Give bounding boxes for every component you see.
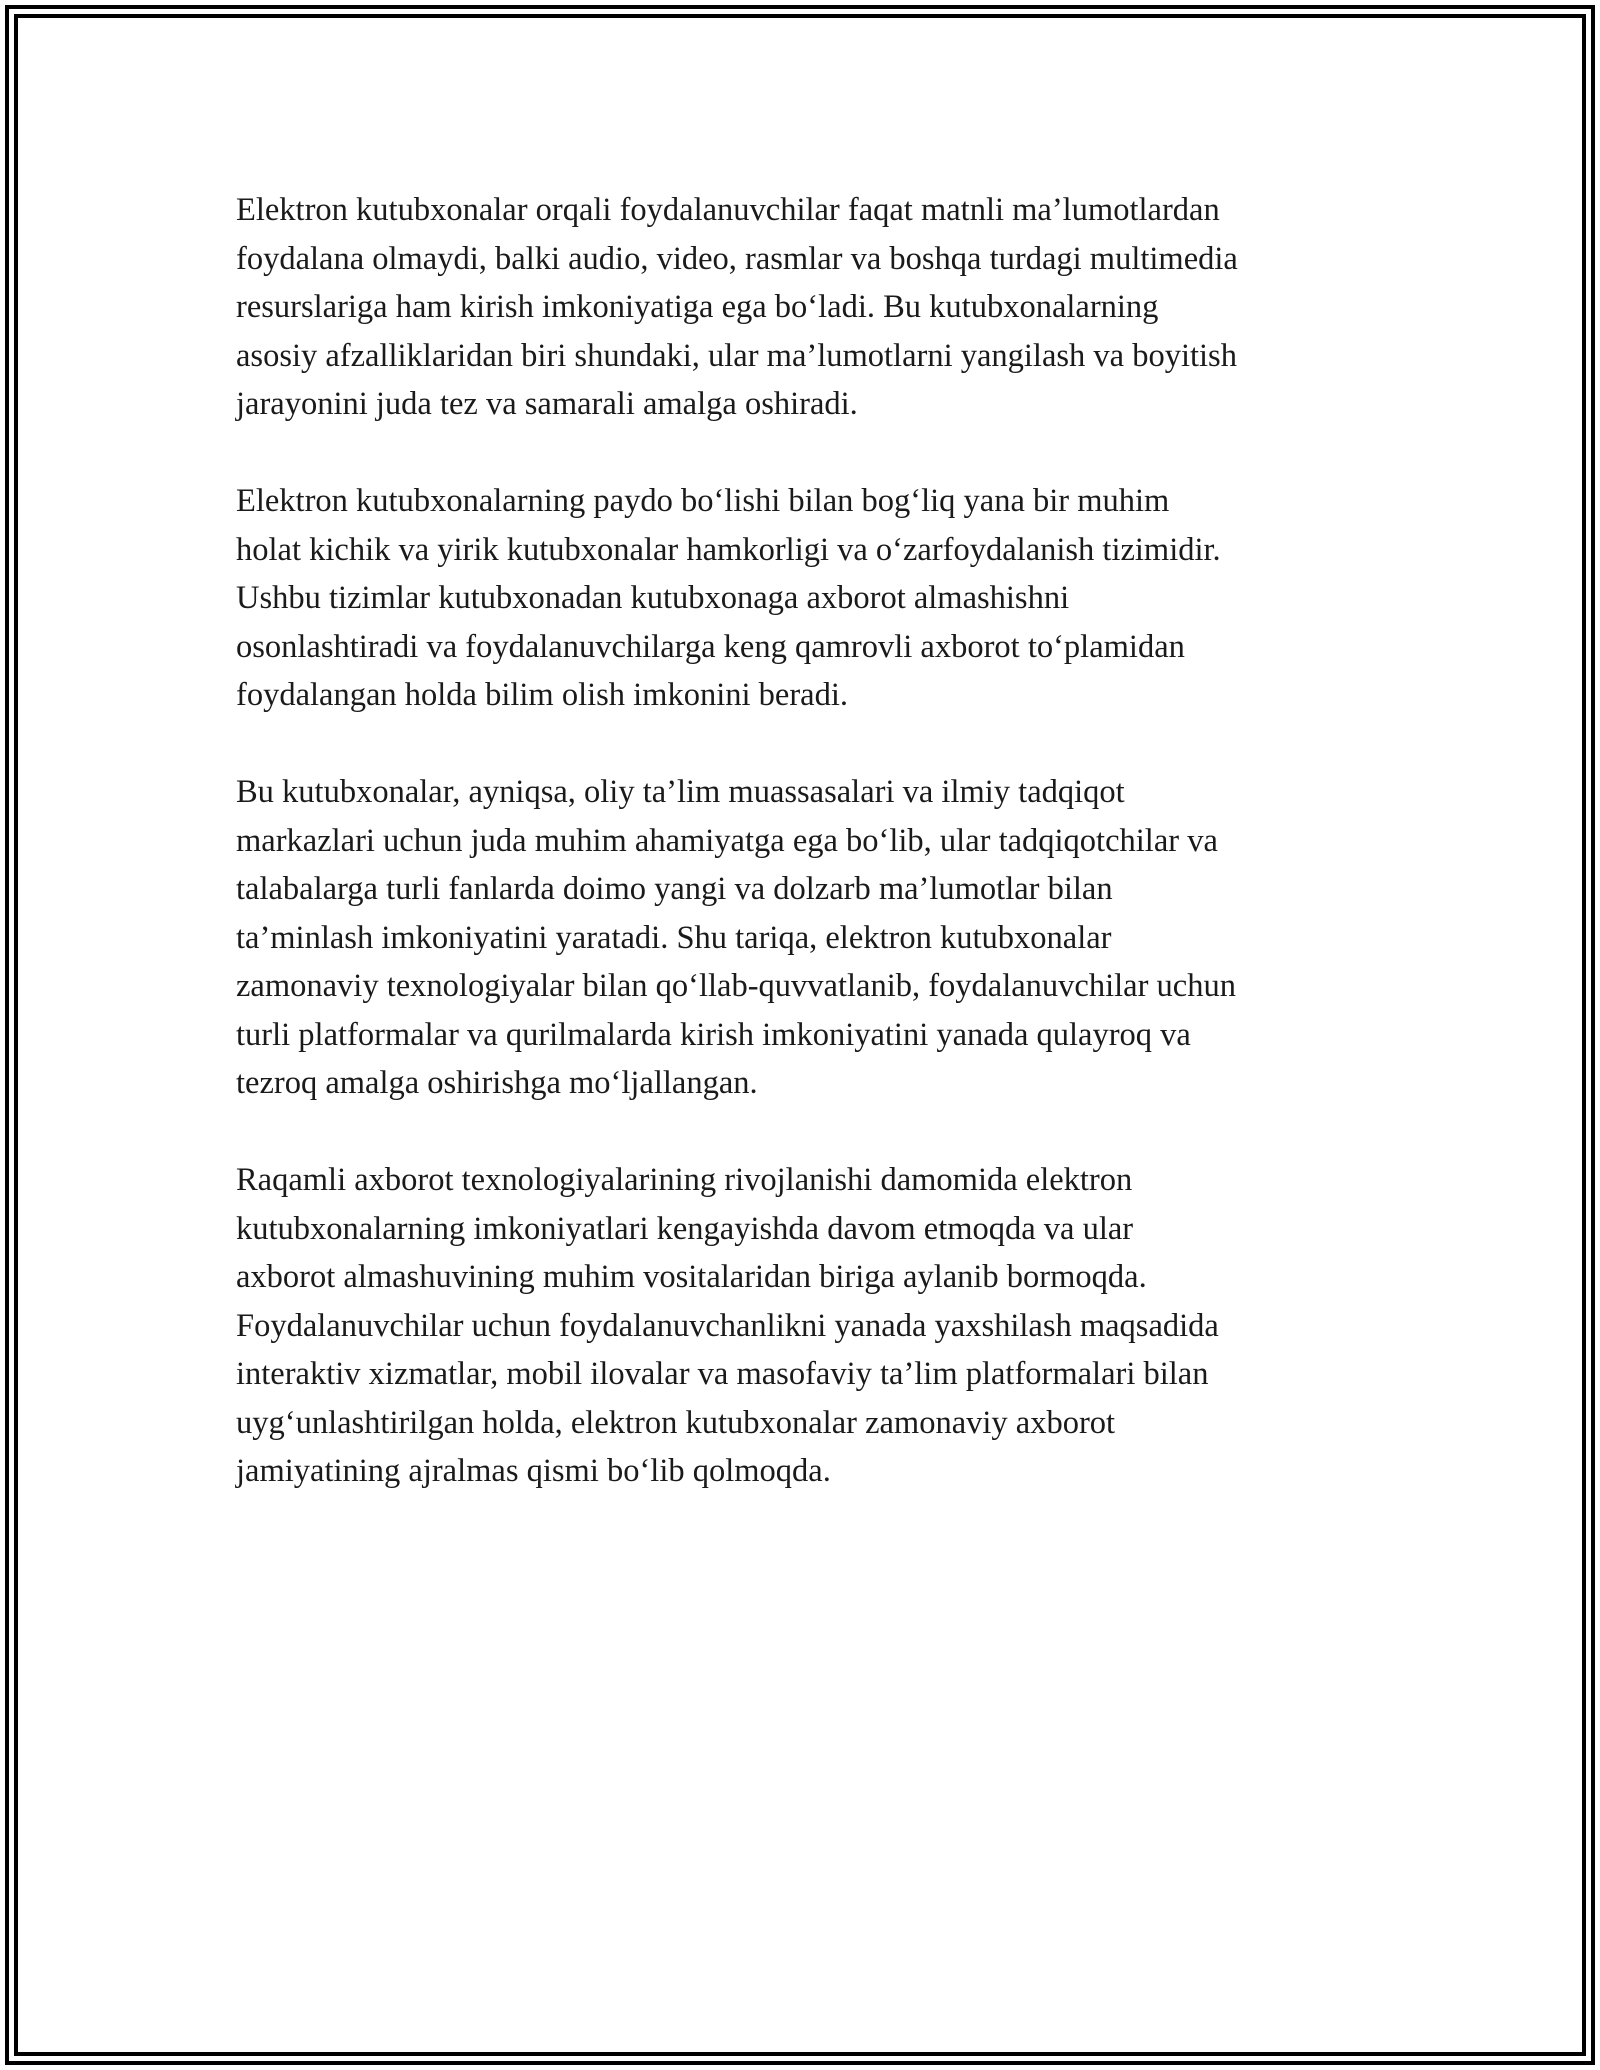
text-line: Bu kutubxonalar, ayniqsa, oliy ta’lim muassasalari va ilmiy tadqiqot xyxy=(236,774,1125,810)
text-line: foydalana olmaydi, balki audio, video, rasmlar va boshqa turdagi multimedia xyxy=(236,240,1238,277)
text-line: resurslariga ham kirish imkoniyatiga ega bo‘ladi. Bu kutubxonalarning xyxy=(236,289,1159,325)
text-line: Ushbu tizimlar kutubxonadan kutubxonaga axborot almashishni xyxy=(236,580,1070,616)
text-line: Elektron kutubxonalarning paydo bo‘lishi bilan bog‘liq yana bir muhim xyxy=(236,483,1170,519)
text-line: Elektron kutubxonalar orqali foydalanuvchilar faqat matnli ma’lumotlardan xyxy=(236,192,1220,228)
text-line: axborot almashuvining muhim vositalaridan biriga aylanib bormoqda. xyxy=(236,1259,1147,1295)
text-line: jarayonini juda tez va samarali amalga oshiradi. xyxy=(236,386,858,422)
text-line: talabalarga turli fanlarda doimo yangi va dolzarb ma’lumotlar bilan xyxy=(236,871,1113,907)
text-line: Raqamli axborot texnologiyalarining rivojlanishi damomida elektron xyxy=(236,1162,1133,1198)
text-line: foydalangan holda bilim olish imkonini beradi. xyxy=(236,677,848,713)
text-line: tezroq amalga oshirishga mo‘ljallangan. xyxy=(236,1065,758,1101)
text-line: osonlashtiradi va foydalanuvchilarga keng qamrovli axborot to‘plamidan xyxy=(236,628,1185,665)
text-line: uyg‘unlashtirilgan holda, elektron kutubxonalar zamonaviy axborot xyxy=(236,1404,1116,1441)
paragraph xyxy=(236,477,1376,720)
paragraph xyxy=(236,1156,1376,1496)
text-line: ta’minlash imkoniyatini yaratadi. Shu tariqa, elektron kutubxonalar xyxy=(236,919,1112,956)
text-line: kutubxonalarning imkoniyatlari kengayishda davom etmoqda va ular xyxy=(236,1210,1134,1247)
text-line: jamiyatining ajralmas qismi bo‘lib qolmoqda. xyxy=(236,1453,831,1489)
paragraph xyxy=(236,186,1376,429)
text-line: holat kichik va yirik kutubxonalar hamkorligi va o‘zarfoydalanish tizimidir. xyxy=(236,531,1221,568)
text-line: turli platformalar va qurilmalarda kirish imkoniyatini yanada qulayroq va xyxy=(236,1016,1191,1053)
text-line: interaktiv xizmatlar, mobil ilovalar va masofaviy ta’lim platformalari bilan xyxy=(236,1356,1209,1392)
text-line: markazlari uchun juda muhim ahamiyatga ega bo‘lib, ular tadqiqotchilar va xyxy=(236,822,1218,859)
text-line: asosiy afzalliklaridan biri shundaki, ular ma’lumotlarni yangilash va boyitish xyxy=(236,337,1237,374)
paragraph xyxy=(236,768,1376,1108)
text-line: Foydalanuvchilar uchun foydalanuvchanlikni yanada yaxshilash maqsadida xyxy=(236,1307,1219,1344)
text-line: zamonaviy texnologiyalar bilan qo‘llab-quvvatlanib, foydalanuvchilar uchun xyxy=(236,968,1236,1004)
document-body xyxy=(236,186,1376,1544)
